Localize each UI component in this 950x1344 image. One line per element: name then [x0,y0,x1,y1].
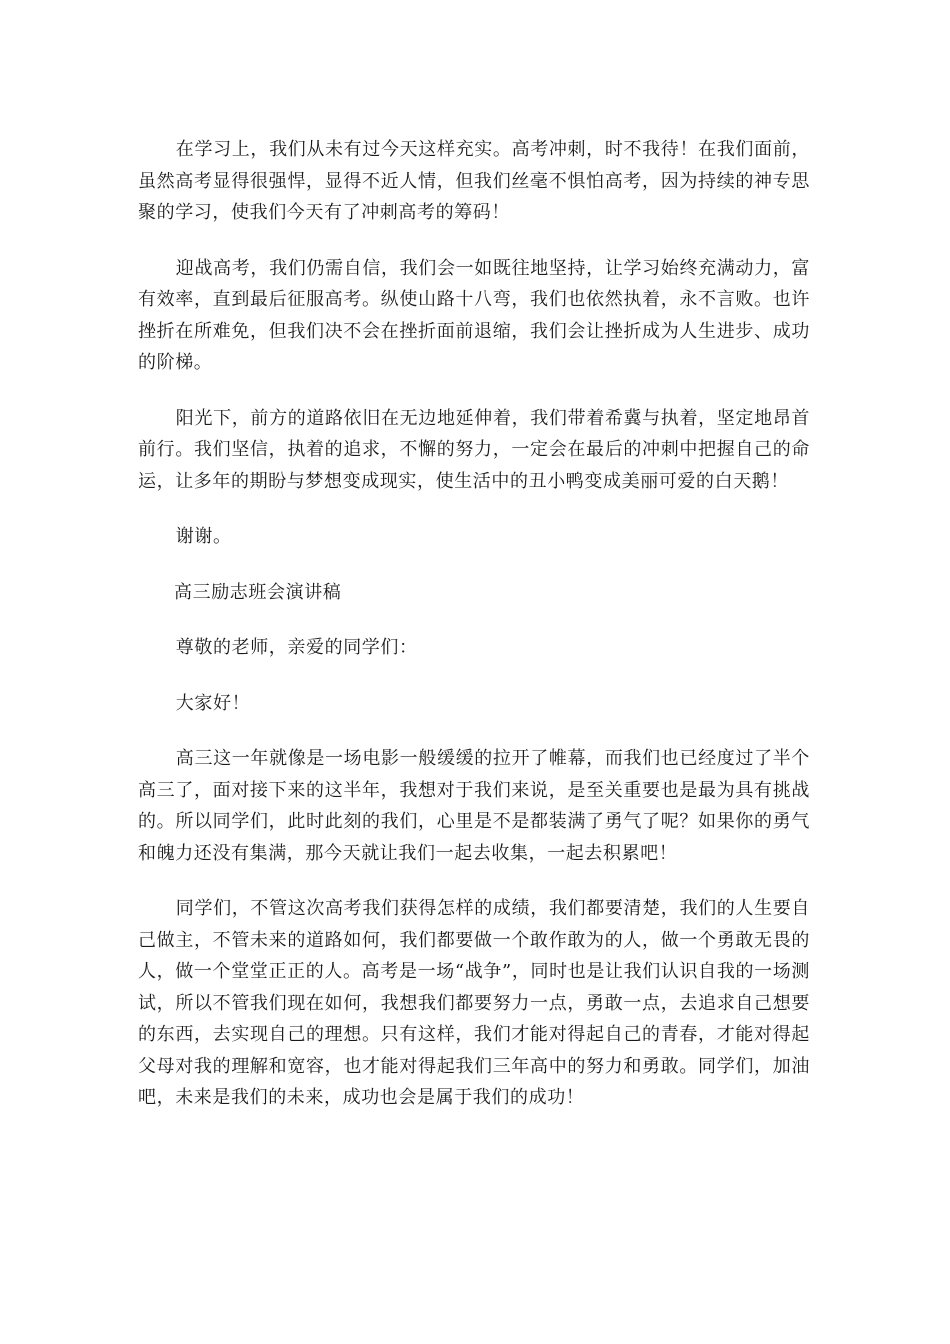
section-title: 高三励志班会演讲稿 [174,581,342,603]
paragraph-confidence: 迎战高考，我们仍需自信，我们会一如既往地坚持，让学习始终充满动力，富有效率，直到最后征服高考。纵使山路十八弯，我们也依然执着，永不言败。也许挫折在所难免，但我们决不会在挫折面前退缩，我们会让挫折成为人生进步、成功的阶梯。 [138,257,810,373]
salutation: 尊敬的老师，亲爱的同学们： [175,637,418,658]
paragraph-classmates: 同学们，不管这次高考我们获得怎样的成绩，我们都要清楚，我们的人生要自己做主，不管未来的道路如何，我们都要做一个敢作敢为的人，做一个勇敢无畏的人，做一个堂堂正正的人。高考是一场“战争”，同时也是让我们认识自我的一场测试，所以不管我们现在如何，我想我们都要努力一点，勇敢一点，去追求自己想要的东西，去实现自己的理想。只有这样，我们才能对得起自己的青春，才能对得起父母对我的理解和宽容，也才能对得起我们三年高中的努力和勇敢。同学们，加油吧，未来是我们的未来，成功也会是属于我们的成功！ [138,898,810,1108]
paragraph-sunshine: 阳光下，前方的道路依旧在无边地延伸着，我们带着希冀与执着，坚定地昂首前行。我们坚信，执着的追求，不懈的努力，一定会在最后的冲刺中把握自己的命运，让多年的期盼与梦想变成现实，使生活中的丑小鸭变成美丽可爱的白天鹅！ [138,407,810,492]
paragraph-thanks: 谢谢。 [175,526,232,547]
greeting: 大家好！ [175,692,251,714]
paragraph-senior-year: 高三这一年就像是一场电影一般缓缓的拉开了帷幕，而我们也已经度过了半个高三了，面对接下来的这半年，我想对于我们来说，是至关重要也是最为具有挑战的。所以同学们，此时此刻的我们，心里是不是都装满了勇气了呢？如果你的勇气和魄力还没有集满，那今天就让我们一起去收集，一起去积累吧！ [138,748,810,864]
paragraph-study: 在学习上，我们从未有过今天这样充实。高考冲刺，时不我待！在我们面前，虽然高考显得很强悍，显得不近人情，但我们丝毫不惧怕高考，因为持续的神专思聚的学习，使我们今天有了冲刺高考的筹码！ [138,139,810,223]
document-body [138,134,810,1138]
